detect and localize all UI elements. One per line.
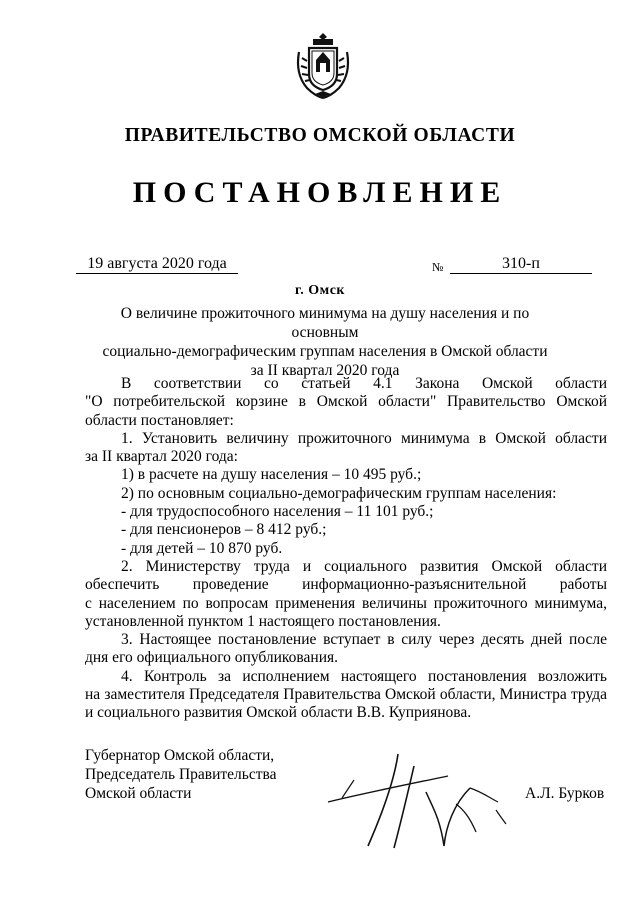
- list-item: - для пенсионеров – 8 412 руб.;: [121, 521, 327, 539]
- body-line: 3. Настоящее постановление вступает в силу через десять дней после: [121, 631, 607, 649]
- number-sign: №: [432, 260, 444, 274]
- list-item: 2) по основным социально-демографическим группам населения:: [121, 484, 557, 502]
- body-line: В соответствии со статьей 4.1 Закона Омской области: [121, 375, 607, 392]
- list-item: - для трудоспособного населения – 11 101 руб.;: [121, 503, 434, 521]
- document-number: 310-п: [450, 254, 592, 274]
- body-line: обеспечить проведение информационно-разъяснительной работы: [85, 576, 607, 594]
- body-line: за II квартал 2020 года:: [85, 448, 238, 466]
- body-line: "О потребительской корзине в Омской области" Правительство Омской: [85, 393, 607, 411]
- signatory-title-line: Омской области: [85, 785, 192, 802]
- signatory-title: [85, 746, 277, 803]
- city: г. Омск: [295, 283, 345, 298]
- subject-line: О величине прожиточного минимума на душу населения и по основным: [120, 305, 530, 341]
- document-type-heading: ПОСТАНОВЛЕНИЕ: [132, 176, 508, 209]
- list-item: - для детей – 10 870 руб.: [121, 539, 283, 557]
- subject-line: социально-демографическим группам населения в Омской области: [102, 343, 548, 360]
- body-line: дня его официального опубликования.: [85, 649, 339, 667]
- body-line: и социального развития Омской области В.В. Куприянова.: [85, 704, 472, 722]
- organization-title: ПРАВИТЕЛЬСТВО ОМСКОЙ ОБЛАСТИ: [124, 125, 516, 146]
- body-line: на заместителя Председателя Правительства Омской области, Министра труда: [85, 686, 607, 704]
- subject-line: за II квартал 2020 года: [250, 362, 400, 379]
- body-line: 1. Установить величину прожиточного минимума в Омской области: [121, 429, 607, 447]
- signatory-name: А.Л. Бурков: [525, 785, 605, 802]
- body-line: 4. Контроль за исполнением настоящего постановления возложить: [121, 667, 607, 685]
- signatory-title-line: Председатель Правительства: [85, 766, 277, 783]
- list-item: 1) в расчете на душу населения – 10 495 руб.;: [121, 466, 422, 484]
- coat-of-arms-icon: [293, 30, 353, 102]
- handwritten-signature: [320, 742, 530, 854]
- body-line: области постановляет:: [85, 411, 234, 429]
- signatory-title-line: Губернатор Омской области,: [85, 747, 275, 764]
- document-date: 19 августа 2020 года: [76, 254, 238, 274]
- body-line: 2. Министерству труда и социального развития Омской области: [121, 557, 607, 575]
- body-line: установленной пунктом 1 настоящего постановления.: [85, 612, 441, 630]
- document-body: [85, 375, 607, 723]
- body-line: с населением по вопросам применения величины прожиточного минимума,: [85, 594, 607, 612]
- document-subject: [90, 304, 560, 380]
